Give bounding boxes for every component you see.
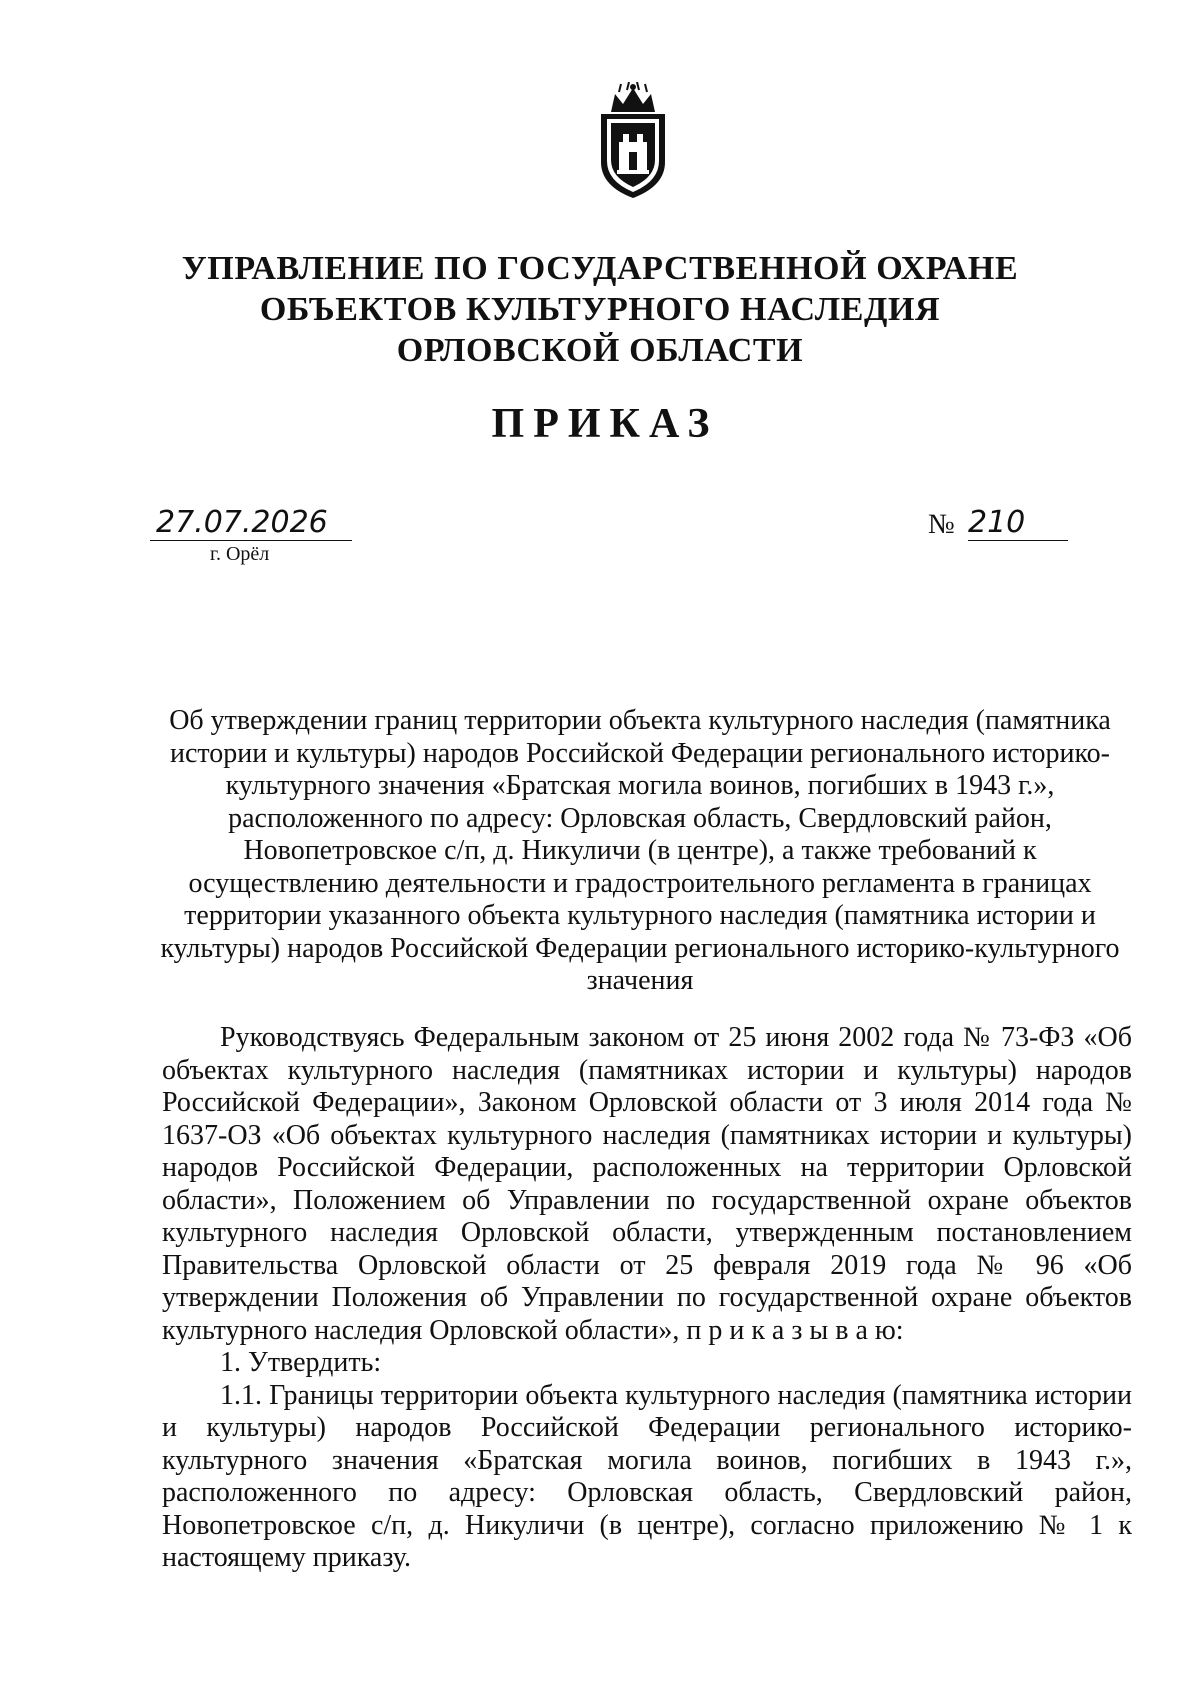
organization-name-line-1: УПРАВЛЕНИЕ ПО ГОСУДАРСТВЕННОЙ ОХРАНЕ [181,250,1019,287]
order-subject: Об утверждении границ территории объекта культурного наследия (памятника истории и культуры) народов Российской Федерации регионального историко-культурного значения «Братская могила воинов, погибших в 1943 г.», расположенного по адресу: Орловская область, Свердловский район, Новопетровское с/п, д. Никуличи (в центре), а также требований к осуществлению деятельности и градостроительного регламента в границах территории указанного объекта культурного наследия (памятника истории и культуры) народов Российской Федерации регионального историко-культурного значения [160,705,1120,996]
document-type: ПРИКАЗ [491,401,719,447]
coat-of-arms-icon [583,82,683,200]
item-1: 1. Утвердить: [220,1347,382,1378]
order-body [162,1022,1132,1575]
organization-name [150,248,1050,371]
organization-name-line-3: ОРЛОВСКОЙ ОБЛАСТИ [396,332,804,369]
order-date: 27.07.2026 [150,505,352,541]
organization-name-line-2: ОБЪЕКТОВ КУЛЬТУРНОГО НАСЛЕДИЯ [259,291,941,328]
item-1-1: 1.1. Границы территории объекта культурного наследия (памятника истории и культуры) народов Российской Федерации регионального историко-культурного значения «Братская могила воинов, погибших в 1943 г.», расположенного по адресу: Орловская область, Свердловский район, Новопетровское с/п, д. Никуличи (в центре), согласно приложению № 1 к настоящему приказу. [162,1379,1132,1573]
order-number-label: № [928,509,955,540]
preamble-paragraph: Руководствуясь Федеральным законом от 25 июня 2002 года № 73-ФЗ «Об объектах культурного наследия (памятниках истории и культуры) народов Российской Федерации», Законом Орловской области от 3 июля 2014 года № 1637-ОЗ «Об объектах культурного наследия (памятниках истории и культуры) народов Российской Федерации, расположенных на территории Орловской области», Положением об Управлении по государственной охране объектов культурного наследия Орловской области, утвержденным постановлением Правительства Орловской области от 25 февраля 2019 года № 96 «Об утверждении Положения об Управлении по государственной охране объектов культурного наследия Орловской области», п р и к а з ы в а ю: [162,1022,1132,1346]
order-city: г. Орёл [210,543,270,565]
order-number: 210 [968,505,1068,541]
